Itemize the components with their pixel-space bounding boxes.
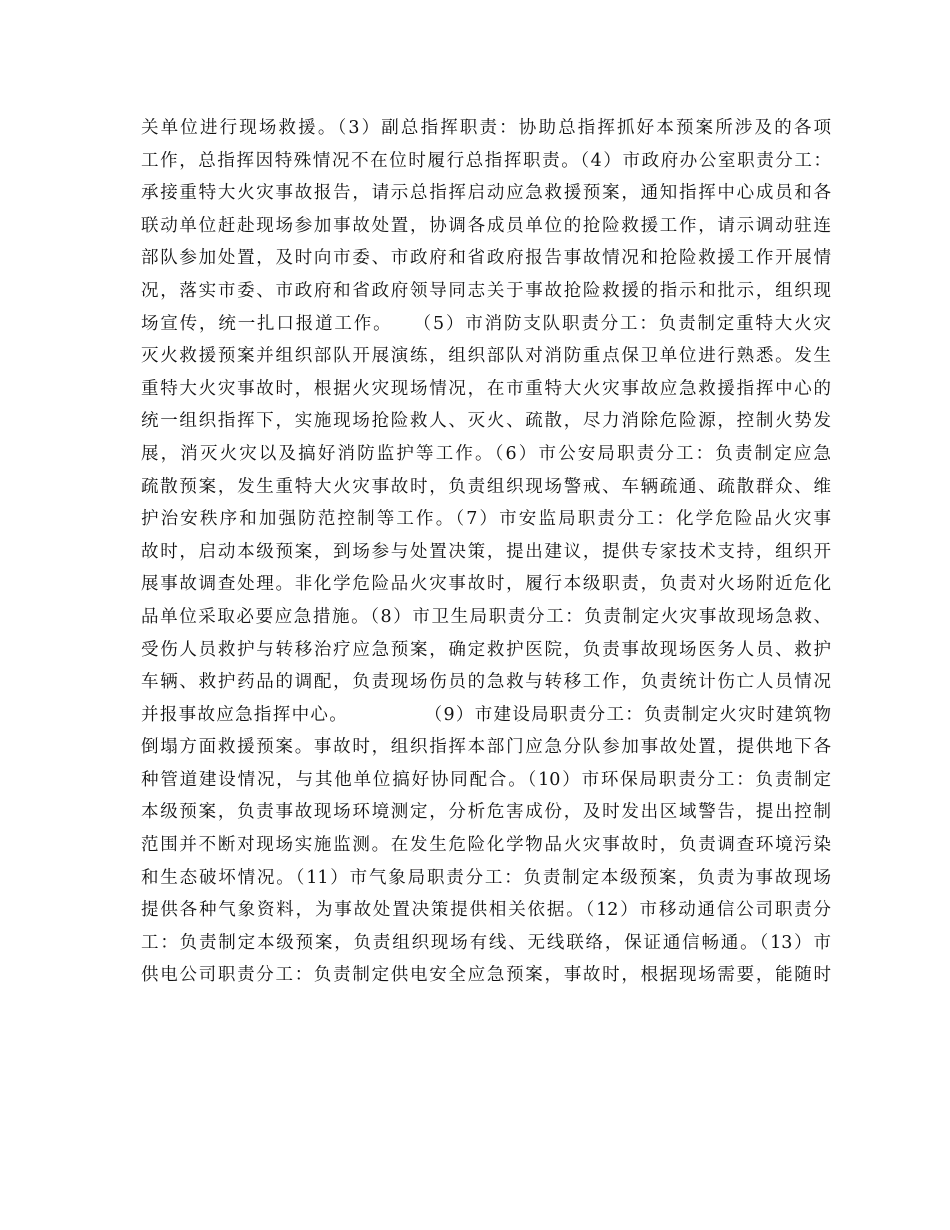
- text-line: 展，消灭火灾以及搞好消防监护等工作。（6）市公安局职责分工：负责制定应急: [141, 443, 831, 464]
- text-line: 部队参加处置，及时向市委、市政府和省政府报告事故情况和抢险救援工作开展情: [141, 248, 831, 269]
- text-line: 范围并不断对现场实施监测。在发生危险化学物品火灾事故时，负责调查环境污染: [141, 835, 831, 856]
- text-line: 故时，启动本级预案，到场参与处置决策，提出建议，提供专家技术支持，组织开: [141, 541, 831, 562]
- text-line: 本级预案，负责事故现场环境测定，分析危害成份，及时发出区域警告，提出控制: [141, 802, 831, 823]
- text-line: 受伤人员救护与转移治疗应急预案，确定救护医院，负责事故现场医务人员、救护: [141, 639, 831, 660]
- text-line: 种管道建设情况，与其他单位搞好协同配合。（10）市环保局职责分工：负责制定: [141, 769, 831, 790]
- text-line: 和生态破坏情况。（11）市气象局职责分工：负责制定本级预案，负责为事故现场: [141, 867, 831, 888]
- text-line: 重特大火灾事故时，根据火灾现场情况，在市重特大火灾事故应急救援指挥中心的: [141, 378, 831, 399]
- text-line: 并报事故应急指挥中心。 （9）市建设局职责分工：负责制定火灾时建筑物: [141, 704, 831, 725]
- text-line: 联动单位赶赴现场参加事故处置，协调各成员单位的抢险救援工作，请示调动驻连: [141, 215, 831, 236]
- text-line: 供电公司职责分工：负责制定供电安全应急预案，事故时，根据现场需要，能随时: [141, 965, 831, 986]
- text-line: 关单位进行现场救援。（3）副总指挥职责：协助总指挥抓好本预案所涉及的各项: [141, 118, 831, 138]
- text-line: 品单位采取必要应急措施。（8）市卫生局职责分工：负责制定火灾事故现场急救、: [141, 606, 831, 627]
- text-line: 灭火救援预案并组织部队开展演练，组织部队对消防重点保卫单位进行熟悉。发生: [141, 346, 831, 367]
- text-line: 护治安秩序和加强防范控制等工作。（7）市安监局职责分工：化学危险品火灾事: [141, 509, 831, 530]
- text-line: 况，落实市委、市政府和省政府领导同志关于事故抢险救援的指示和批示，组织现: [141, 280, 831, 301]
- text-line: 场宣传，统一扎口报道工作。 （5）市消防支队职责分工：负责制定重特大火灾: [141, 313, 831, 334]
- text-line: 展事故调查处理。非化学危险品火灾事故时，履行本级职责，负责对火场附近危化: [141, 574, 831, 595]
- text-line: 倒塌方面救援预案。事故时，组织指挥本部门应急分队参加事故处置，提供地下各: [141, 737, 831, 758]
- text-line: 车辆、救护药品的调配，负责现场伤员的急救与转移工作，负责统计伤亡人员情况: [141, 672, 831, 693]
- text-line: 承接重特大火灾事故报告，请示总指挥启动应急救援预案，通知指挥中心成员和各: [141, 183, 831, 204]
- body-text: [141, 112, 831, 992]
- text-line: 统一组织指挥下，实施现场抢险救人、灭火、疏散，尽力消除危险源，控制火势发: [141, 411, 831, 432]
- text-line: 工作，总指挥因特殊情况不在位时履行总指挥职责。（4）市政府办公室职责分工：: [141, 150, 831, 171]
- text-line: 工：负责制定本级预案，负责组织现场有线、无线联络，保证通信畅通。（13）市: [141, 932, 831, 953]
- text-line: 疏散预案，发生重特大火灾事故时，负责组织现场警戒、车辆疏通、疏散群众、维: [141, 476, 831, 497]
- text-line: 提供各种气象资料，为事故处置决策提供相关依据。（12）市移动通信公司职责分: [141, 900, 831, 921]
